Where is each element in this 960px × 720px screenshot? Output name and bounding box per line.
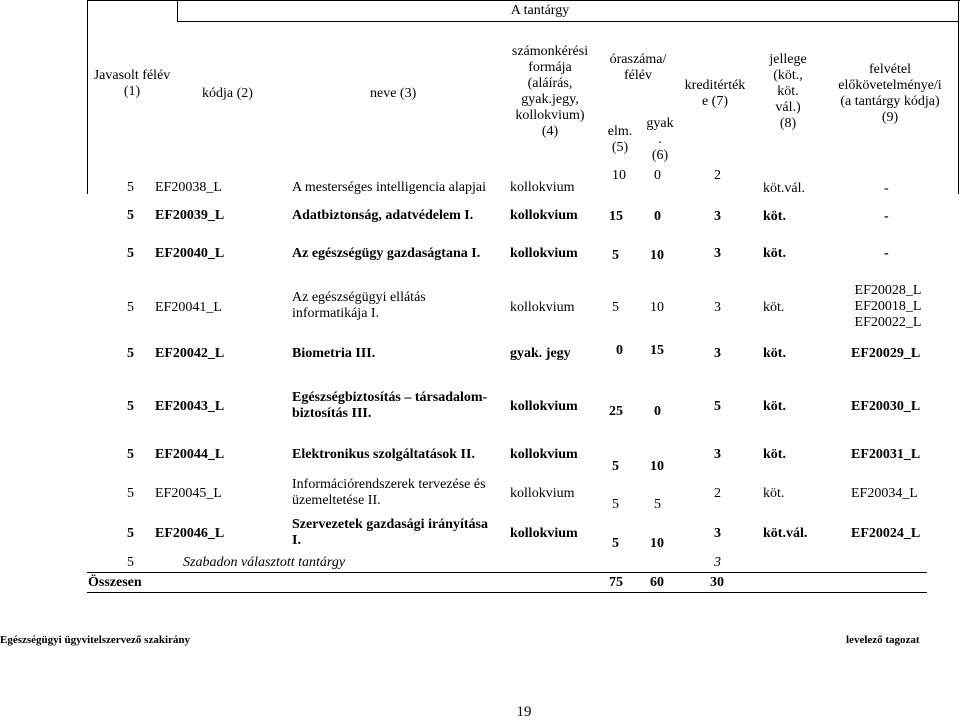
cell-semester: 5	[127, 246, 134, 261]
header-hours-line: félév	[624, 68, 652, 83]
cell-type: köt.	[763, 246, 786, 261]
cell-type: köt.	[763, 300, 785, 315]
cell-practice: 0	[654, 404, 661, 419]
total-row-top-line	[87, 572, 927, 573]
cell-lecture: 15	[609, 209, 623, 224]
cell-prereq: EF20030_L	[851, 399, 921, 414]
header-credit-line: kreditérték	[684, 78, 746, 93]
cell-practice: 0	[654, 209, 661, 224]
cell-lecture: 5	[612, 497, 619, 512]
cell-credit: 2	[714, 486, 721, 501]
cell-name: Az egészségügy gazdaságtana I.	[292, 246, 481, 261]
cell-credit: 5	[714, 399, 721, 414]
header-exam-line: (4)	[541, 124, 559, 139]
cell-semester: 5	[127, 208, 134, 223]
cell-credit: 3	[714, 447, 721, 462]
cell-exam: kollokvium	[510, 486, 575, 501]
cell-prereq: EF20024_L	[851, 526, 921, 541]
header-lecture-line: (5)	[611, 140, 629, 155]
cell-name	[292, 290, 426, 322]
header-type-line: (köt.,	[773, 68, 803, 83]
cell-code: EF20044_L	[155, 447, 225, 462]
total-practice: 60	[650, 575, 664, 590]
header-credit-line: e (7)	[701, 94, 729, 109]
cell-name: Elektronikus szolgáltatások II.	[292, 447, 475, 462]
cell-semester: 5	[127, 399, 134, 414]
cell-exam: gyak. jegy	[510, 346, 571, 361]
cell-exam: kollokvium	[510, 246, 578, 261]
cell-lecture: 10	[612, 168, 626, 183]
cell-name: A mesterséges intelligencia alapjai	[292, 180, 486, 195]
header-hours	[598, 52, 678, 84]
header-lecture-line: elm.	[607, 124, 633, 139]
cell-code: EF20046_L	[155, 526, 225, 541]
header-exam-line: formája	[528, 60, 572, 75]
cell-lecture: 0	[616, 343, 623, 358]
cell-exam: kollokvium	[510, 447, 578, 462]
header-hours-line: óraszáma/	[609, 52, 667, 67]
header-practice-line: (6)	[651, 148, 669, 163]
cell-name-line: Az egészségügyi ellátás	[292, 290, 426, 305]
cell-practice: 10	[650, 248, 664, 263]
cell-prereq: -	[884, 209, 889, 224]
cell-type: köt.vál.	[763, 526, 808, 541]
cell-type: köt.	[763, 209, 786, 224]
total-lecture: 75	[609, 575, 623, 590]
header-exam-line: számonkérési	[511, 44, 589, 59]
cell-type: köt.	[763, 346, 786, 361]
cell-name: Adatbiztonság, adatvédelem I.	[292, 208, 474, 223]
header-practice	[640, 116, 680, 164]
cell-code: EF20039_L	[155, 208, 225, 223]
cell-prereq-line: EF20028_L	[854, 283, 922, 298]
header-exam	[500, 44, 600, 140]
cell-code: EF20042_L	[155, 346, 225, 361]
cell-semester: 5	[127, 300, 134, 315]
cell-prereq: EF20034_L	[851, 486, 918, 501]
cell-name-line: Egészségbiztosítás – társadalom-	[292, 390, 488, 405]
cell-prereq-line: EF20022_L	[854, 315, 922, 330]
header-name: neve (3)	[370, 86, 417, 101]
cell-name-line: üzemeltetése II.	[292, 493, 381, 508]
cell-practice: 10	[650, 300, 664, 315]
header-type-line: jellege	[769, 52, 807, 67]
cell-exam: kollokvium	[510, 300, 575, 315]
total-label: Összesen	[88, 575, 142, 590]
cell-name	[292, 517, 488, 549]
cell-name-line: Szervezetek gazdasági irányítása	[292, 517, 488, 532]
header-type-line: (8)	[779, 116, 797, 131]
table-top-border	[87, 0, 960, 1]
elective-semester: 5	[127, 555, 134, 570]
header-prereq-line: előkövetelménye/i	[838, 78, 942, 93]
header-code: kódja (2)	[202, 86, 253, 101]
cell-credit: 2	[714, 168, 721, 183]
header-exam-line: kollokvium)	[515, 108, 585, 123]
header-exam-line: (aláírás,	[527, 76, 573, 91]
cell-lecture: 5	[612, 459, 619, 474]
cell-credit: 3	[714, 209, 721, 224]
cell-practice: 15	[650, 343, 664, 358]
cell-name-line: biztosítás III.	[292, 406, 372, 421]
header-prereq-line: (a tantárgy kódja)	[840, 94, 940, 109]
header-semester	[88, 68, 176, 100]
cell-type: köt.	[763, 486, 785, 501]
cell-credit: 3	[714, 526, 721, 541]
elective-name: Szabadon választott tantárgy	[183, 555, 346, 570]
cell-lecture: 5	[612, 300, 619, 315]
cell-practice: 5	[654, 497, 661, 512]
cell-credit: 3	[714, 246, 721, 261]
header-credit	[680, 78, 750, 110]
cell-name	[292, 477, 486, 509]
cell-code: EF20043_L	[155, 399, 225, 414]
cell-exam: kollokvium	[510, 208, 578, 223]
header-type	[752, 52, 824, 132]
cell-code: EF20041_L	[155, 300, 222, 315]
cell-semester: 5	[127, 346, 134, 361]
cell-prereq: EF20029_L	[851, 346, 921, 361]
cell-name	[292, 390, 487, 422]
header-prereq	[822, 62, 958, 126]
total-credit: 30	[710, 575, 724, 590]
cell-semester: 5	[127, 526, 134, 541]
header-practice-line: gyak	[646, 116, 674, 131]
header-prereq-line: felvétel	[869, 62, 911, 77]
cell-practice: 10	[650, 459, 664, 474]
total-row-bottom-line	[87, 592, 927, 593]
header-type-line: köt.	[777, 84, 799, 99]
cell-semester: 5	[127, 447, 134, 462]
table-title: A tantárgy	[510, 3, 570, 18]
elective-credit: 3	[714, 555, 721, 570]
page-number: 19	[516, 704, 532, 720]
cell-exam: kollokvium	[510, 526, 578, 541]
header-semester-text: Javasolt félév (1)	[93, 68, 171, 99]
code-column-line	[177, 0, 178, 22]
header-exam-line: gyak.jegy,	[521, 92, 579, 107]
header-lecture	[600, 124, 640, 156]
cell-name-line: I.	[292, 533, 301, 548]
cell-name-line: Információrendszerek tervezése és	[292, 477, 486, 492]
cell-code: EF20038_L	[155, 180, 222, 195]
cell-semester: 5	[127, 180, 134, 195]
cell-semester: 5	[127, 486, 134, 501]
cell-exam: kollokvium	[510, 399, 578, 414]
table-right-border	[958, 0, 959, 194]
cell-lecture: 25	[609, 404, 623, 419]
cell-name: Biometria III.	[292, 346, 376, 361]
cell-code: EF20045_L	[155, 486, 222, 501]
cell-type: köt.	[763, 447, 786, 462]
header-type-line: vál.)	[775, 100, 801, 115]
cell-credit: 3	[714, 300, 721, 315]
header-prereq-line: (9)	[881, 110, 899, 125]
cell-prereq-line: EF20018_L	[854, 299, 922, 314]
title-divider-line	[177, 21, 958, 22]
header-practice-line: .	[658, 132, 662, 147]
cell-practice: 10	[650, 536, 664, 551]
cell-exam: kollokvium	[510, 180, 575, 195]
cell-lecture: 5	[612, 248, 619, 263]
cell-prereq: -	[884, 246, 889, 261]
footer-program: Egészségügyi ügyvitelszervező szakirány	[0, 634, 191, 646]
cell-lecture: 5	[612, 536, 619, 551]
cell-credit: 3	[714, 346, 721, 361]
cell-code: EF20040_L	[155, 246, 225, 261]
footer-mode: levelező tagozat	[846, 634, 920, 646]
cell-prereq: -	[884, 181, 889, 196]
cell-prereq: EF20031_L	[851, 447, 921, 462]
cell-type: köt.	[763, 399, 786, 414]
cell-name-line: informatikája I.	[292, 306, 380, 321]
cell-type: köt.vál.	[763, 181, 805, 196]
cell-prereq	[838, 283, 938, 331]
cell-practice: 0	[654, 168, 661, 183]
